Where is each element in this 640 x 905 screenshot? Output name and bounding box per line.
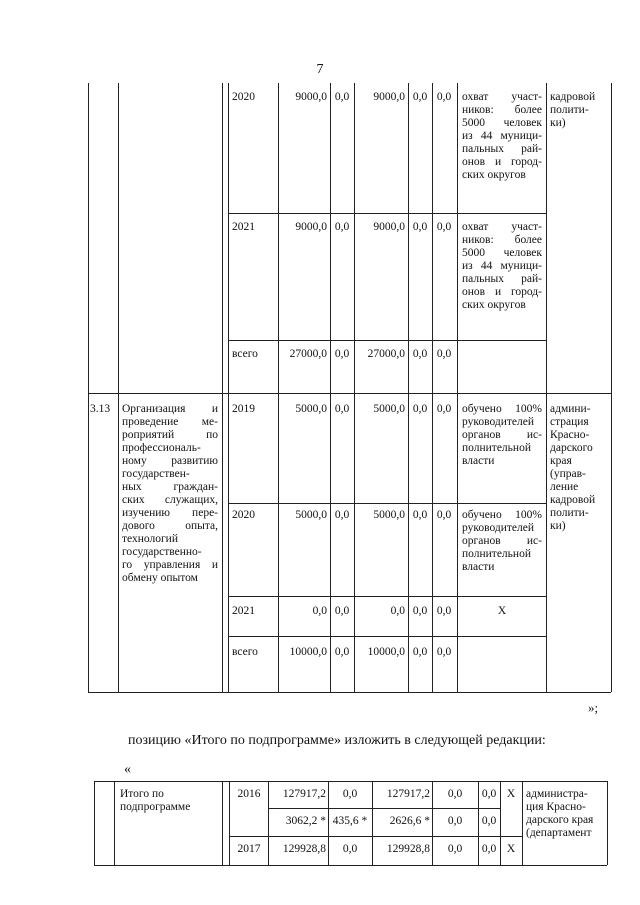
table-rule	[607, 781, 608, 865]
result-text: пальных рай-	[462, 273, 542, 285]
result-text: власти	[462, 455, 495, 467]
result-text: из 44 муници-	[462, 260, 542, 272]
amount-total-cell: 9000,0	[295, 91, 327, 103]
amount-cell: 10000,0	[367, 646, 405, 658]
table-rule	[354, 83, 355, 692]
amount-total-cell: 3062,2 *	[285, 815, 326, 827]
customer-text: края	[550, 455, 572, 467]
amount-cell: 0,0	[481, 843, 497, 855]
table-rule	[408, 83, 409, 692]
table-rule	[457, 83, 458, 692]
result-text: обучено 100%	[462, 509, 542, 521]
result-text: ников: более	[462, 234, 542, 246]
item-name: изучению пере-	[122, 507, 218, 519]
amount-cell: 0,0	[342, 843, 358, 855]
customer-text: (управ-	[550, 468, 586, 480]
amount-cell: 5000,0	[373, 403, 405, 415]
amount-cell: 0,0	[412, 403, 428, 415]
year-cell: всего	[232, 646, 258, 658]
amount-cell: 0,0	[412, 91, 428, 103]
table-rule	[228, 83, 229, 692]
amount-cell: 5000,0	[373, 509, 405, 521]
amount-cell: 0,0	[412, 509, 428, 521]
year-cell: 2020	[232, 91, 255, 103]
table-rule	[228, 340, 546, 341]
customer-text: дарского	[550, 442, 593, 454]
result-text: онов и город-	[462, 156, 542, 168]
amount-cell: 0,0	[334, 403, 350, 415]
item-name: ских служащих,	[122, 494, 218, 506]
customer-text: ление	[550, 481, 579, 493]
amount-cell: 0,0	[334, 509, 350, 521]
result-text: из 44 муници-	[462, 130, 542, 142]
result-text: ских округов	[462, 169, 526, 181]
table-rule	[222, 781, 223, 865]
table-rule	[228, 213, 546, 214]
result-text: 5000 человек	[462, 117, 542, 129]
amount-cell: 0,0	[334, 221, 350, 233]
instruction-paragraph: позицию «Итого по подпрограмме» изложить в следующей редакции:	[128, 733, 546, 748]
amount-cell: 0,0	[334, 348, 350, 360]
amount-cell: 0,0	[436, 91, 452, 103]
amount-cell: 0,0	[436, 348, 452, 360]
customer-text: администра-	[526, 788, 588, 800]
amount-total-cell: 5000,0	[295, 403, 327, 415]
table-rule	[88, 692, 611, 693]
result-text: охват участ-	[462, 221, 542, 233]
result-text: ских округов	[462, 299, 526, 311]
table-rule	[611, 83, 612, 692]
result-text: обучено 100%	[462, 403, 542, 415]
item-name: Организация и	[122, 403, 218, 415]
result-text: власти	[462, 561, 495, 573]
table-rule	[228, 596, 546, 597]
amount-cell: 0,0	[481, 815, 497, 827]
result-text: органов ис-	[462, 429, 542, 441]
result-text: 5000 человек	[462, 247, 542, 259]
amount-cell: 2626,6 *	[389, 815, 430, 827]
table-rule	[228, 503, 546, 504]
amount-cell: 0,0	[447, 843, 463, 855]
table-rule	[432, 83, 433, 692]
amount-cell: 0,0	[447, 815, 463, 827]
amount-cell: 0,0	[436, 403, 452, 415]
table-rule	[522, 781, 523, 865]
total-label: Итого по	[120, 788, 164, 800]
result-text: ников: более	[462, 104, 542, 116]
table-rule	[114, 781, 115, 865]
amount-total-cell: 10000,0	[289, 646, 327, 658]
item-name: ному развитию	[122, 455, 218, 467]
year-cell: 2016	[237, 788, 261, 800]
amount-cell: 0,0	[412, 646, 428, 658]
amount-total-cell: 9000,0	[295, 221, 327, 233]
table-rule	[88, 393, 611, 394]
result-text: онов и город-	[462, 286, 542, 298]
table-rule	[228, 636, 546, 637]
amount-cell: 0,0	[412, 605, 428, 617]
result-text: пальных рай-	[462, 143, 542, 155]
item-name: обмену опытом	[122, 572, 198, 584]
customer-text: ки)	[550, 520, 566, 532]
item-name: государственно-	[122, 546, 202, 558]
item-name: технологий	[122, 533, 178, 545]
amount-cell: 0,0	[412, 221, 428, 233]
year-cell: 2017	[237, 843, 261, 855]
result-text: руководителей	[462, 416, 535, 428]
year-cell: 2020	[232, 509, 255, 521]
customer-text: кадровой	[550, 91, 596, 103]
year-cell: 2019	[232, 403, 255, 415]
item-number: 3.13	[90, 403, 111, 415]
table-rule	[118, 83, 119, 692]
item-name: проведение ме-	[122, 416, 218, 428]
item-name: роприятий по	[122, 429, 218, 441]
x-mark: X	[506, 843, 516, 855]
page-number: 7	[316, 62, 324, 77]
amount-cell: 0,0	[334, 605, 350, 617]
customer-text: ция Красно-	[526, 801, 586, 813]
amount-cell: 0,0	[334, 646, 350, 658]
customer-text: Красно-	[550, 429, 590, 441]
result-text: полнительной	[462, 548, 531, 560]
amount-cell: 129928,8	[386, 843, 430, 855]
customer-text: (департамент	[526, 827, 592, 839]
result-text: полнительной	[462, 442, 531, 454]
total-label: подпрограмме	[120, 801, 191, 813]
table-rule	[94, 865, 607, 866]
customer-text: страция	[550, 416, 589, 428]
amount-cell: 127917,2	[386, 788, 430, 800]
amount-total-cell: 27000,0	[289, 348, 327, 360]
table-rule	[222, 83, 223, 692]
item-name: государствен-	[122, 468, 190, 480]
amount-cell: 0,0	[436, 646, 452, 658]
amount-cell: 0,0	[342, 788, 358, 800]
item-name: дового опыта,	[122, 520, 218, 532]
result-text: охват участ-	[462, 91, 542, 103]
amount-cell: 0,0	[436, 509, 452, 521]
amount-cell: 435,6 *	[332, 815, 368, 827]
customer-text: ки)	[550, 117, 566, 129]
customer-text: кадровой	[550, 494, 596, 506]
opening-quote: «	[124, 762, 131, 777]
year-cell: всего	[232, 348, 258, 360]
table-rule	[278, 83, 279, 692]
amount-cell: 0,0	[412, 348, 428, 360]
table-rule	[546, 83, 547, 692]
result-text: руководителей	[462, 522, 535, 534]
amount-cell: 0,0	[447, 788, 463, 800]
customer-text: админи-	[550, 403, 591, 415]
amount-total-cell: 5000,0	[295, 509, 327, 521]
result-text: органов ис-	[462, 535, 542, 547]
amount-cell: 9000,0	[373, 91, 405, 103]
amount-cell: 0,0	[481, 788, 497, 800]
amount-total-cell: 129928,8	[282, 843, 326, 855]
table-rule	[94, 781, 607, 782]
year-cell: 2021	[232, 605, 255, 617]
amount-cell: 0,0	[436, 221, 452, 233]
amount-cell: 0,0	[436, 605, 452, 617]
closing-quote: »;	[588, 700, 599, 715]
result-x-mark: X	[497, 605, 507, 617]
item-name: профессиональ-	[122, 442, 201, 454]
table-rule	[330, 83, 331, 692]
table-rule	[88, 83, 89, 692]
table-rule	[229, 781, 230, 865]
amount-cell: 0,0	[334, 91, 350, 103]
table-rule	[268, 808, 500, 809]
item-name: ных граждан-	[122, 481, 218, 493]
x-mark: X	[506, 788, 516, 800]
customer-text: полити-	[550, 507, 589, 519]
amount-total-cell: 127917,2	[282, 788, 326, 800]
table-rule	[229, 836, 522, 837]
customer-text: дарского края	[526, 814, 594, 826]
amount-cell: 0,0	[390, 605, 405, 617]
amount-cell: 9000,0	[373, 221, 405, 233]
amount-cell: 27000,0	[367, 348, 405, 360]
table-rule	[94, 781, 95, 865]
item-name: го управления и	[122, 559, 218, 571]
amount-total-cell: 0,0	[312, 605, 327, 617]
customer-text: полити-	[550, 104, 589, 116]
year-cell: 2021	[232, 221, 255, 233]
